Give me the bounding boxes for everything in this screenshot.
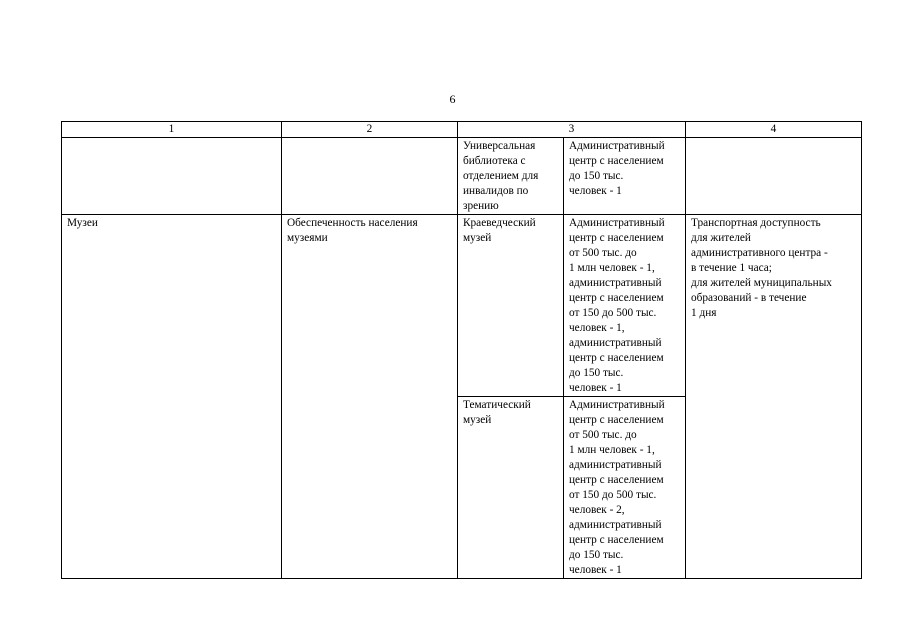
library-norm-cell: Административный центр с населением до 150 тыс. человек - 1 (564, 138, 686, 215)
library-type-cell: Универсальная библиотека с отделением для инвалидов по зрению (458, 138, 564, 215)
header-cell-1: 1 (62, 122, 282, 138)
thematic-museum-cell: Тематический музей (458, 397, 564, 579)
page-number: 6 (449, 92, 456, 106)
thematic-museum-norm-cell: Административный центр с населением от 500 тыс. до 1 млн человек - 1, административный центр с населением от 150 до 500 тыс. человек - 2, административный центр с населением до 150 тыс. человек - 1 (564, 397, 686, 579)
library-col1-empty (62, 138, 282, 215)
norms-table (61, 121, 862, 579)
header-cell-3: 3 (458, 122, 686, 138)
museums-category-cell: Музеи (62, 215, 282, 579)
museums-indicator-cell: Обеспеченность населения музеями (282, 215, 458, 579)
table-header-row (62, 122, 862, 138)
table-row-museums (62, 215, 862, 397)
museums-accessibility-cell: Транспортная доступность для жителей административного центра - в течение 1 часа; для жителей муниципальных образований - в течение 1 дня (686, 215, 862, 579)
library-col4-empty (686, 138, 862, 215)
library-col2-empty (282, 138, 458, 215)
header-cell-2: 2 (282, 122, 458, 138)
header-cell-4: 4 (686, 122, 862, 138)
table-row-library (62, 138, 862, 215)
local-history-museum-norm-cell: Административный центр с населением от 500 тыс. до 1 млн человек - 1, административный центр с населением от 150 до 500 тыс. человек - 1, административный центр с населением до 150 тыс. человек - 1 (564, 215, 686, 397)
local-history-museum-cell: Краеведческий музей (458, 215, 564, 397)
